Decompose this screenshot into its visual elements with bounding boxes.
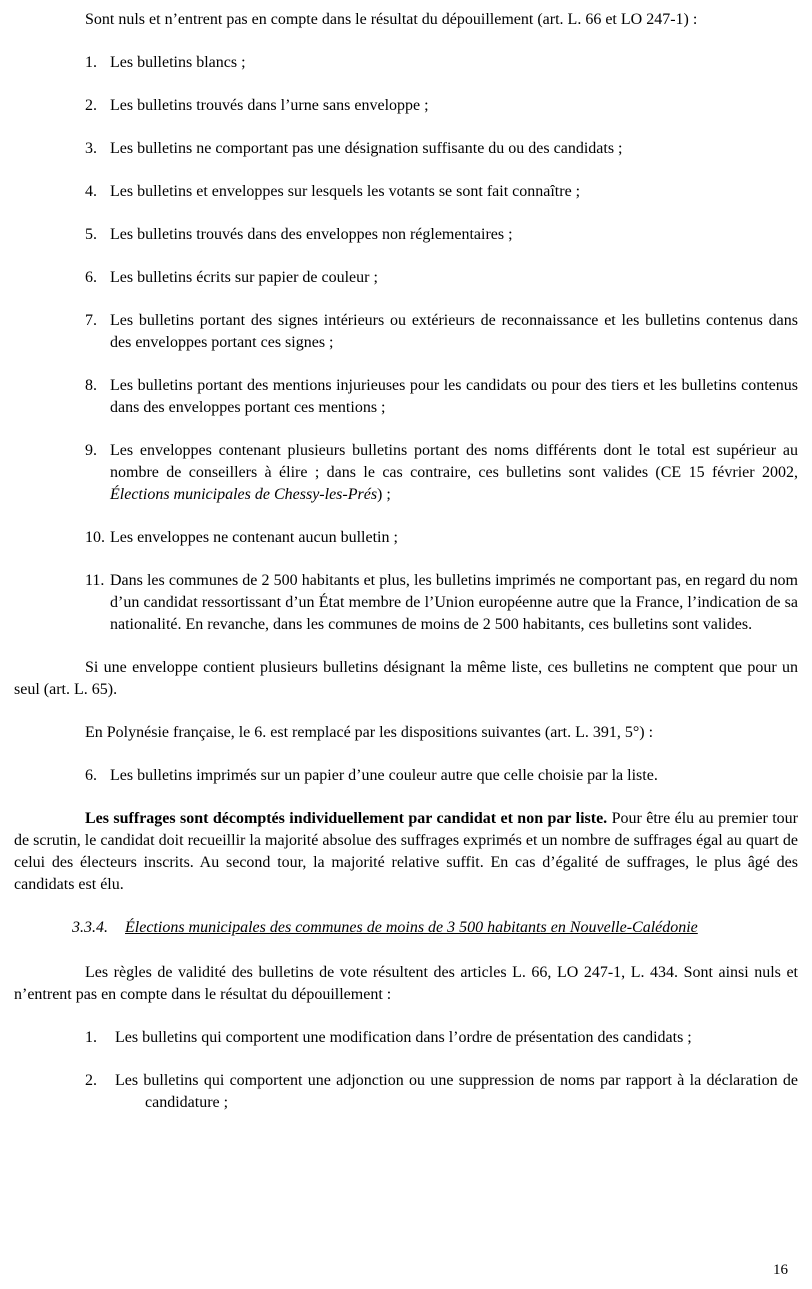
paragraph-regles: Les règles de validité des bulletins de vote résultent des articles L. 66, LO 247-1, L. 434. Sont ainsi nuls et n’entrent pas en compte dans le résultat du dépouillement : (14, 964, 798, 1003)
list-item-number: 8. (85, 377, 97, 394)
list-item-6-polynesie (14, 765, 798, 787)
list-item-3 (14, 138, 798, 160)
list-item-number: 10. (85, 529, 105, 546)
list-item-text: Les bulletins imprimés sur un papier d’une couleur autre que celle choisie par la liste. (110, 767, 658, 784)
list-item-text: Les bulletins blancs ; (110, 54, 246, 71)
list2-item-1 (14, 1027, 798, 1049)
list-item-number: 5. (85, 226, 97, 243)
heading-text: Élections municipales des communes de moins de 3 500 habitants en Nouvelle-Calédonie (125, 919, 698, 936)
list-item-number: 6. (85, 269, 97, 286)
paragraph-intro: Sont nuls et n’entrent pas en compte dans le résultat du dépouillement (art. L. 66 et LO 247-1) : (85, 11, 698, 28)
list-item-8 (14, 375, 798, 419)
list-item-text: Les enveloppes ne contenant aucun bulletin ; (110, 529, 398, 546)
bold-lead-text: Les suffrages sont décomptés individuellement par candidat et non par liste. (85, 810, 608, 827)
list-item-text: Les bulletins qui comportent une adjonction ou une suppression de noms par rapport à la déclaration de candidature ; (115, 1072, 798, 1111)
list-item-text: Les bulletins trouvés dans l’urne sans enveloppe ; (110, 97, 429, 114)
list-item-text: Les bulletins écrits sur papier de couleur ; (110, 269, 378, 286)
list2-item-2 (14, 1070, 798, 1114)
list-item-number: 4. (85, 183, 97, 200)
list-item-text: ) ; (377, 486, 391, 503)
list-item-number: 7. (85, 312, 97, 329)
list-item-number: 1. (85, 54, 97, 71)
list-item-11 (14, 570, 798, 636)
list-item-number: 9. (85, 442, 97, 459)
list-item-text: Les bulletins ne comportant pas une désignation suffisante du ou des candidats ; (110, 140, 623, 157)
list-item-number: 2. (85, 97, 97, 114)
page-number: 16 (773, 1262, 788, 1278)
list-item-number: 2. (85, 1072, 97, 1089)
list-item-text: Les bulletins et enveloppes sur lesquels les votants se sont fait connaître ; (110, 183, 581, 200)
list-item-9 (14, 440, 798, 506)
list-item-text: Les bulletins qui comportent une modification dans l’ordre de présentation des candidats ; (115, 1029, 692, 1046)
list-item-number: 1. (85, 1029, 97, 1046)
list-item-text: Les bulletins trouvés dans des enveloppes non réglementaires ; (110, 226, 513, 243)
paragraph-suffrages (14, 808, 798, 896)
list-item-number: 11. (85, 572, 105, 589)
list-item-text: Les bulletins portant des signes intérieurs ou extérieurs de reconnaissance et les bulletins contenus dans des enveloppes portant ces signes ; (110, 312, 798, 351)
list-item-text: Dans les communes de 2 500 habitants et plus, les bulletins imprimés ne comportant pas, en regard du nom d’un candidat ressortissant d’un État membre de l’Union européenne autre que la France, l’indication de sa nationalité. En revanche, dans les communes de moins de 2 500 habitants, ces bulletins sont valides. (110, 572, 798, 633)
list-item-text: Les enveloppes contenant plusieurs bulletins portant des noms différents dont le total est supérieur au nombre de conseillers à élire ; dans le cas contraire, ces bulletins sont valides (CE 15 février 2002, (110, 442, 798, 481)
case-citation: Élections municipales de Chessy-les-Prés (110, 486, 378, 503)
paragraph-enveloppe: Si une enveloppe contient plusieurs bulletins désignant la même liste, ces bulletins ne comptent que pour un seul (art. L. 65). (14, 659, 798, 698)
list-item-2 (14, 95, 798, 117)
paragraph-polynesie: En Polynésie française, le 6. est remplacé par les dispositions suivantes (art. L. 391, 5°) : (85, 724, 654, 741)
list-item-4 (14, 181, 798, 203)
heading-number: 3.3.4. (72, 919, 108, 936)
section-heading-3-3-4 (14, 917, 798, 939)
list-item-number: 6. (85, 767, 97, 784)
list-item-text: Les bulletins portant des mentions injurieuses pour les candidats ou pour des tiers et les bulletins contenus dans des enveloppes portant ces mentions ; (110, 377, 798, 416)
list-item-7 (14, 310, 798, 354)
list-item-number: 3. (85, 140, 97, 157)
list-item-6 (14, 267, 798, 289)
list-item-5 (14, 224, 798, 246)
list-item-10 (14, 527, 798, 549)
paragraph-rest-text: Pour être élu au premier tour de scrutin, le candidat doit recueillir la majorité absolue des suffrages exprimés et un nombre de suffrages égal au quart de celui des électeurs inscrits. Au second tour, la majorité relative suffit. En cas d’égalité de suffrages, le plus âgé des candidats est élu. (14, 810, 799, 893)
list-item-1 (14, 52, 798, 74)
